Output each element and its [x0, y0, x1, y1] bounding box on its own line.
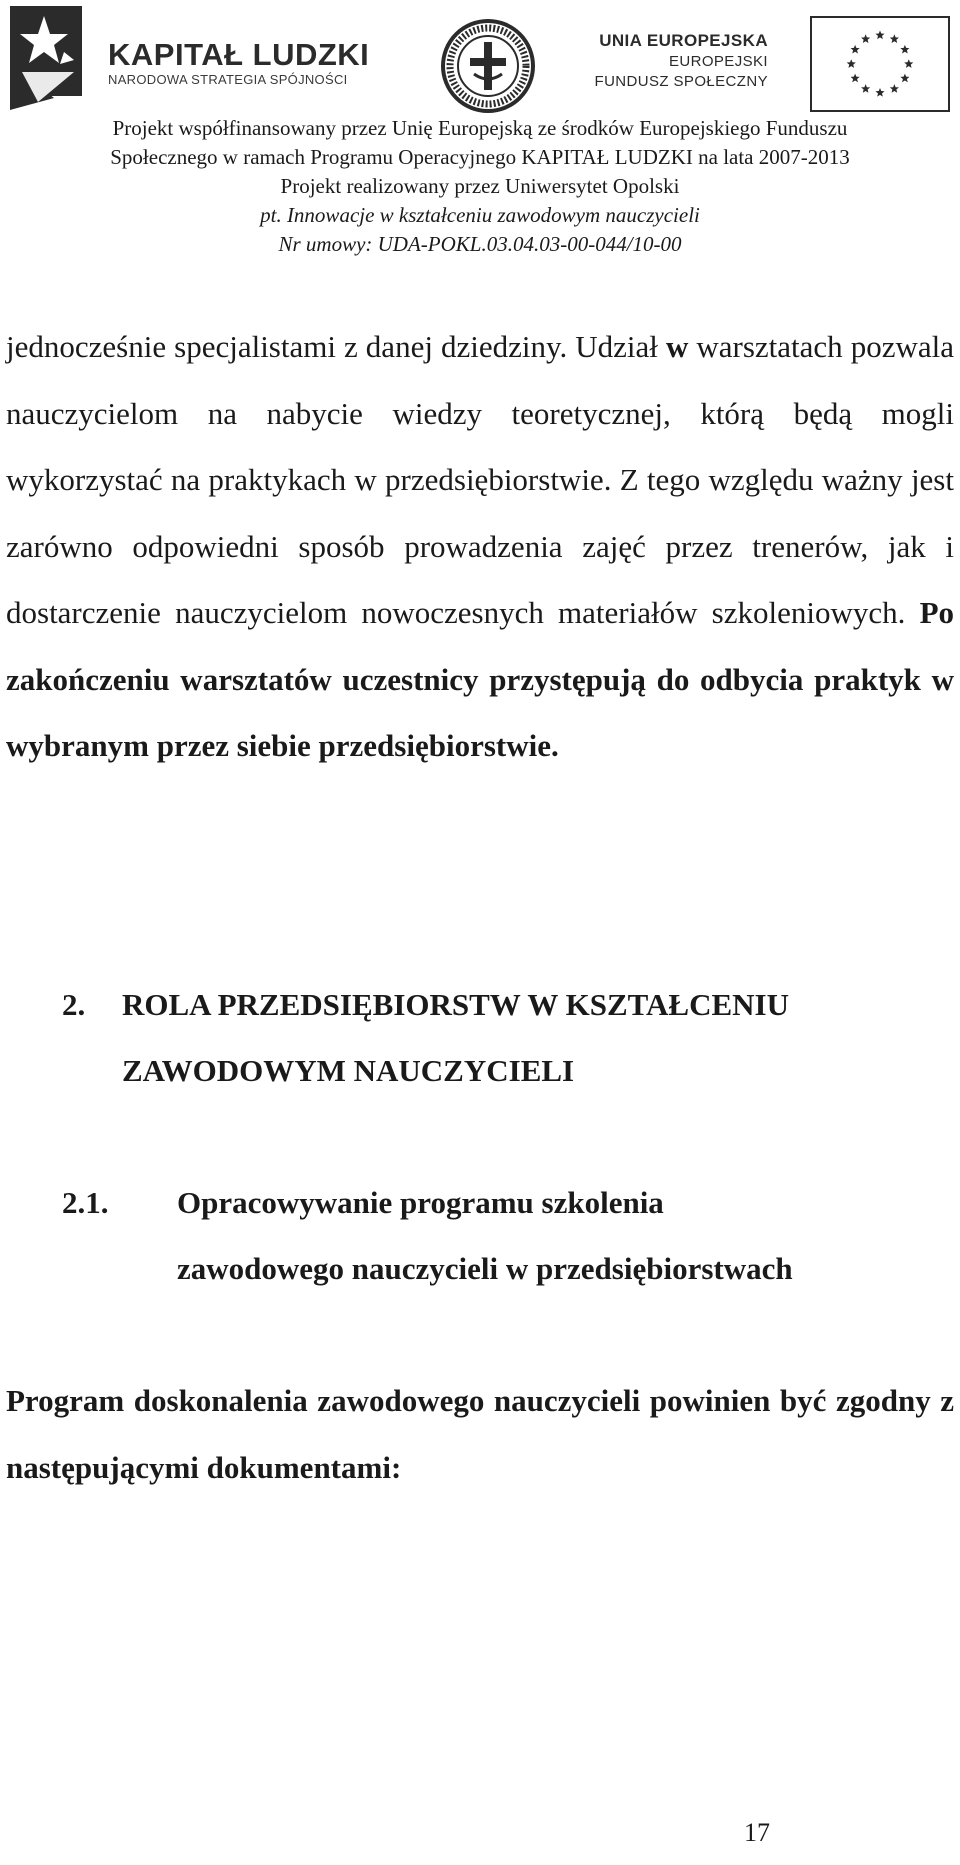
eu-line-2: FUNDUSZ SPOŁECZNY	[594, 73, 768, 90]
eu-star-icon	[900, 74, 909, 83]
eu-star-icon	[900, 45, 909, 54]
project-funding-line-2: Społecznego w ramach Programu Operacyjnego KAPITAŁ LUDZKI na lata 2007-2013	[110, 145, 850, 169]
eu-star-icon	[861, 84, 870, 93]
eu-title: UNIA EUROPEJSKA	[599, 31, 768, 50]
intro-text-1: jednocześnie specjalistami z danej dziedziny. Udział	[6, 329, 666, 364]
page-number: 17	[744, 1818, 770, 1847]
kapital-ludzki-title: KAPITAŁ LUDZKI	[108, 37, 370, 72]
eu-flag-icon	[810, 16, 950, 112]
eu-fund-wordmark	[595, 30, 769, 92]
intro-paragraph	[6, 314, 954, 780]
project-implementer-line: Projekt realizowany przez Uniwersytet Opolski	[280, 174, 680, 198]
main-content	[6, 314, 954, 780]
intro-bold-conclusion: Po zakończeniu warsztatów uczestnicy przystępują do odbycia praktyk w wybranym przez siebie przedsiębiorstwie.	[6, 595, 954, 763]
section-2-1-number: 2.1.	[62, 1185, 109, 1220]
project-title-line: pt. Innowacje w kształceniu zawodowym nauczycieli	[260, 203, 700, 227]
project-header	[0, 114, 960, 259]
section-2-number: 2.	[62, 987, 86, 1022]
intro-bold-w: w	[665, 329, 689, 364]
project-funding-line-1: Projekt współfinansowany przez Unię Europejską ze środków Europejskiego Funduszu	[112, 116, 848, 140]
eu-star-icon	[861, 34, 870, 43]
university-seal-icon	[440, 18, 536, 114]
section-2-1-title-line-2: zawodowego nauczycieli w przedsiębiorstwach	[177, 1251, 793, 1286]
eu-star-icon	[851, 45, 860, 54]
section-2-title-line-2: ZAWODOWYM NAUCZYCIELI	[122, 1053, 575, 1088]
intro-text-2: warsztatach pozwala nauczycielom na nabycie wiedzy teoretycznej, którą będą mogli wykorzystać na praktykach w przedsiębiorstwie. Z tego względu ważny jest zarówno odpowiedni sposób prowadzenia zajęć przez trenerów, jak i dostarczenie nauczycielom nowoczesnych materiałów szkoleniowych.	[6, 329, 954, 630]
eu-star-icon	[847, 59, 856, 68]
kapital-ludzki-logo-icon	[4, 2, 104, 112]
section-2-title	[122, 972, 960, 1104]
eu-star-icon	[904, 59, 913, 68]
kapital-ludzki-wordmark	[108, 38, 369, 88]
section-2-1-title	[177, 1170, 960, 1302]
eu-star-icon	[890, 84, 899, 93]
kapital-ludzki-subtitle: NARODOWA STRATEGIA SPÓJNOŚCI	[108, 72, 348, 87]
eu-line-1: EUROPEJSKI	[668, 53, 768, 70]
project-contract-number: Nr umowy: UDA-POKL.03.04.03-00-044/10-00	[278, 232, 682, 256]
program-documents-paragraph: Program doskonalenia zawodowego nauczycieli powinien być zgodny z następującymi dokumentami:	[6, 1383, 954, 1485]
eu-star-icon	[875, 88, 884, 97]
eu-star-icon	[851, 74, 860, 83]
eu-star-icon	[875, 30, 884, 39]
section-2-title-line-1: ROLA PRZEDSIĘBIORSTW W KSZTAŁCENIU	[122, 987, 789, 1022]
section-2-1-title-line-1: Opracowywanie programu szkolenia	[177, 1185, 664, 1220]
header-logos	[0, 0, 960, 120]
eu-star-icon	[890, 34, 899, 43]
